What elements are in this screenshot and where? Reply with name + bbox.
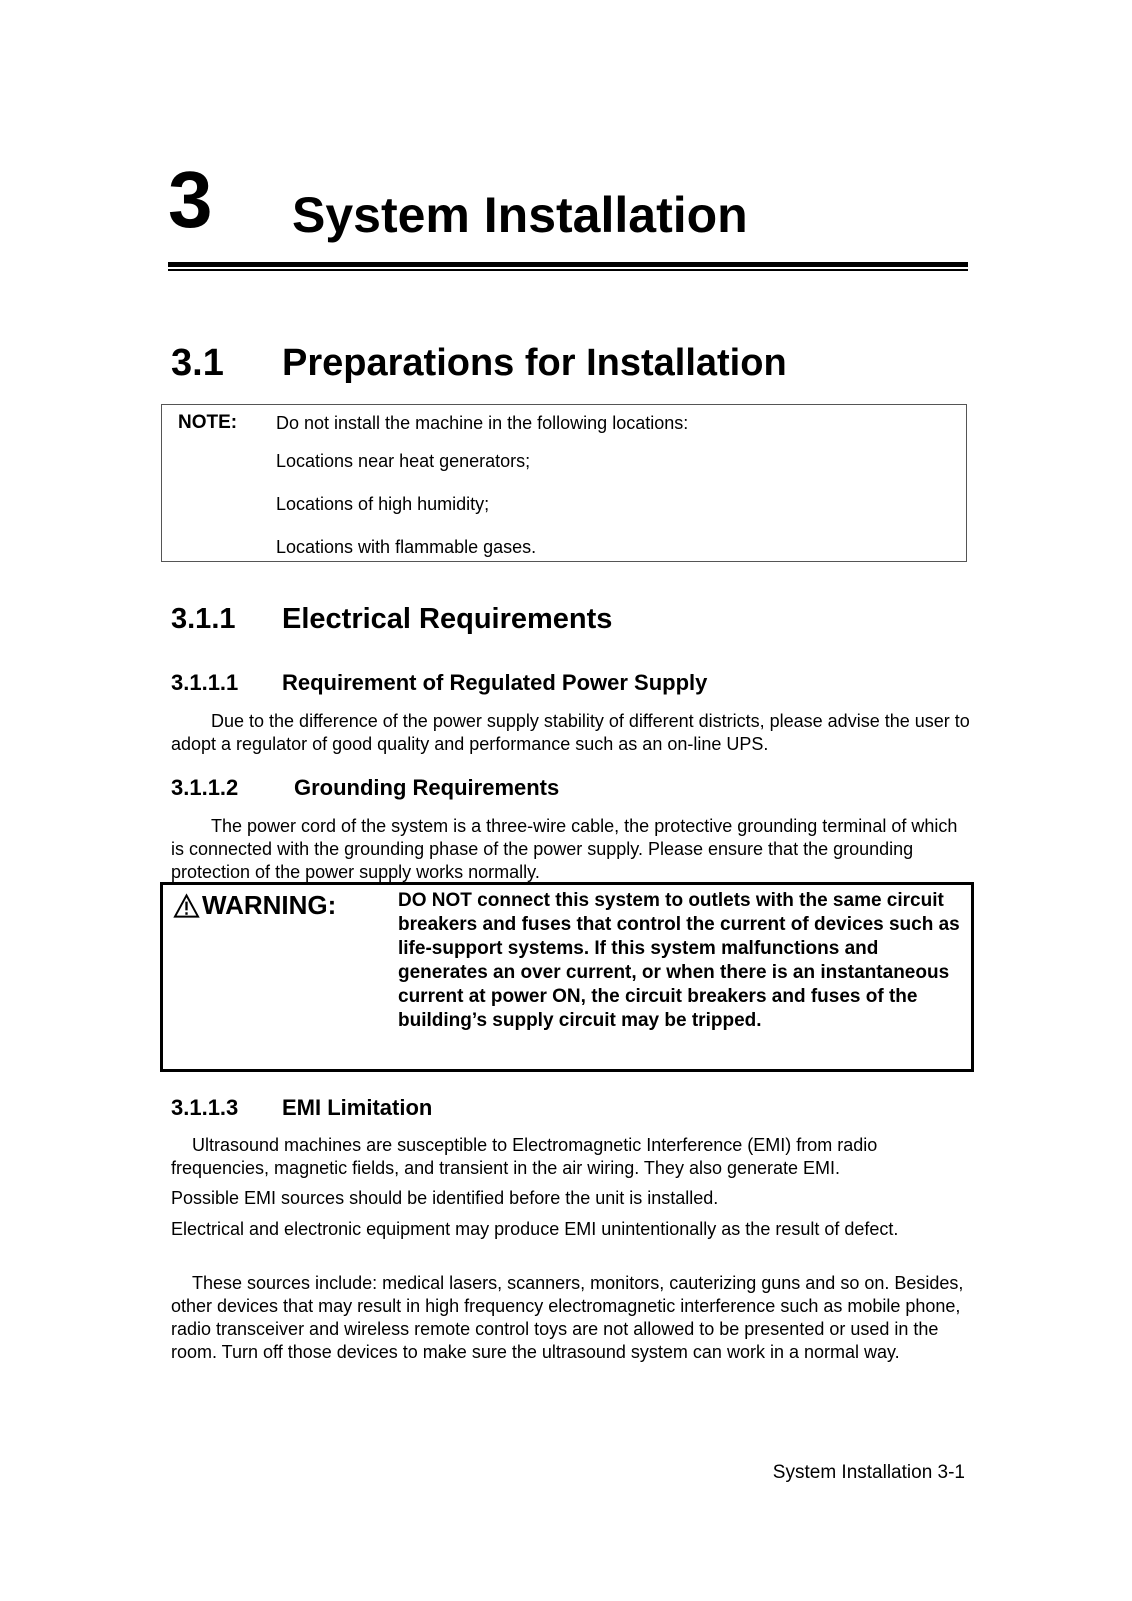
section-3-1-1-3-number: 3.1.1.3 [171,1095,239,1120]
section-3-1-number: 3.1 [171,342,224,384]
emi-paragraph: Electrical and electronic equipment may produce EMI unintentionally as the result of defect. [171,1219,899,1239]
page-footer: System Installation 3-1 [772,1462,965,1483]
note-item: Locations with flammable gases. [276,537,537,557]
note-item: Locations of high humidity; [276,494,490,514]
warning-triangle-icon [173,893,200,919]
emi-paragraph: Possible EMI sources should be identified before the unit is installed. [171,1188,719,1208]
note-label: NOTE: [178,412,238,433]
section-3-1-1-2-title: Grounding Requirements [294,775,560,800]
section-3-1-1-3-title: EMI Limitation [282,1095,433,1120]
chapter-title: System Installation [292,187,748,243]
emi-paragraph: These sources include: medical lasers, scanners, monitors, cauterizing guns and so on. Besides, other devices that may result in high frequency electromagnetic interference such as mobile phone, radio transceiver and wireless remote control toys are not allowed to be presented or used in the room. Turn off those devices to make sure the ultrasound system can work in a normal way. [171,1273,964,1362]
section-3-1-1-title: Electrical Requirements [282,603,613,635]
note-item: Locations near heat generators; [276,451,531,471]
section-3-1-1-1-number: 3.1.1.1 [171,670,239,695]
warning-label: WARNING: [202,890,337,920]
emi-paragraph: Ultrasound machines are susceptible to Electromagnetic Interference (EMI) from radio frequencies, magnetic fields, and transient in the air wiring. They also generate EMI. [171,1135,878,1178]
section-3-1-1-1-title: Requirement of Regulated Power Supply [282,670,708,695]
chapter-number: 3 [168,155,213,244]
chapter-rule-thin [168,269,968,271]
section-3-1-1-2-body: The power cord of the system is a three-wire cable, the protective grounding terminal of which is connected with the grounding phase of the power supply. Please ensure that the grounding protection of the power supply works normally. [171,816,958,882]
warning-label-group [173,890,336,921]
chapter-rule-thick [168,262,968,267]
note-intro: Do not install the machine in the following locations: [276,413,689,433]
section-3-1-1-number: 3.1.1 [171,603,236,635]
warning-text: DO NOT connect this system to outlets with the same circuit breakers and fuses that control the current of devices such as life-support systems. If this system malfunctions and generates an over current, or when there is an instantaneous current at power ON, the circuit breakers and fuses of the building’s supply circuit may be tripped. [398,890,960,1031]
section-3-1-1-2-number: 3.1.1.2 [171,775,239,800]
section-3-1-title: Preparations for Installation [282,342,787,384]
section-3-1-1-1-body: Due to the difference of the power supply stability of different districts, please advise the user to adopt a regulator of good quality and performance such as an on-line UPS. [171,711,970,754]
